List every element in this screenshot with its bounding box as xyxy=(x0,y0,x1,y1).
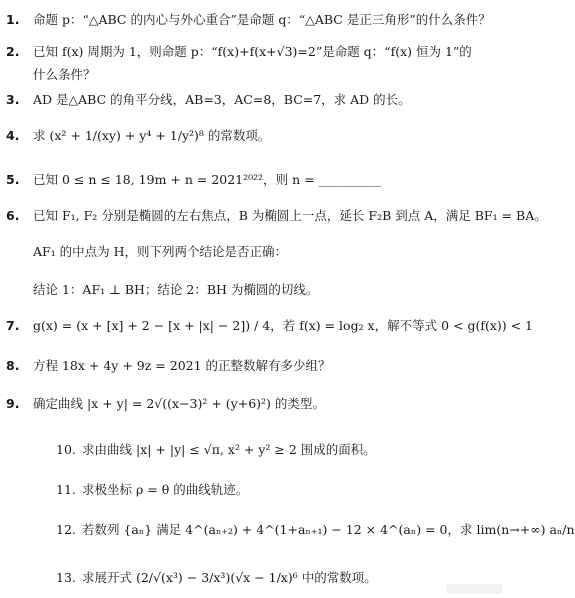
problem-number: 3. xyxy=(6,92,20,107)
problem-text: 若数列 {aₙ} 满足 4^(aₙ₊₂) + 4^(1+aₙ₊₁) − 12 × 4^(aₙ) = 0，求 lim(n→+∞) aₙ/n xyxy=(82,522,575,537)
watermark xyxy=(446,584,502,594)
problem-number: 10. xyxy=(56,442,76,457)
problem-text: 求极坐标 ρ = θ 的曲线轨迹。 xyxy=(82,482,249,497)
problem-text: 方程 18x + 4y + 9z = 2021 的正整数解有多少组？ xyxy=(33,358,331,373)
problem-text: 已知 f(x) 周期为 1，则命题 p：“f(x)+f(x+√3)=2”是命题 q：“f(x) 恒为 1”的 xyxy=(33,44,472,59)
problem-text: g(x) = (x + [x] + 2 − [x + |x| − 2]) / 4，若 f(x) = log₂ x，解不等式 0 < g(f(x)) < 1 xyxy=(33,318,534,333)
problem-text: 命题 p：“△ABC 的内心与外心重合”是命题 q：“△ABC 是正三角形”的什么条件？ xyxy=(33,12,491,27)
problem-number: 12. xyxy=(56,522,76,537)
problem-number: 13. xyxy=(56,570,76,585)
problem-text: 确定曲线 |x + y| = 2√((x−3)² + (y+6)²) 的类型。 xyxy=(33,396,325,411)
problem-text-continuation: 结论 1：AF₁ ⊥ BH；结论 2：BH 为椭圆的切线。 xyxy=(33,282,319,297)
problem-number: 8. xyxy=(6,358,20,373)
problem-text: 求由曲线 |x| + |y| ≤ √π, x² + y² ≥ 2 围成的面积。 xyxy=(82,442,376,457)
problem-text: 求展开式 (2/√(x³) − 3/x³)(√x − 1/x)⁶ 中的常数项。 xyxy=(82,570,377,585)
problem-number: 4. xyxy=(6,128,20,143)
problem-text-continuation: AF₁ 的中点为 H，则下列两个结论是否正确： xyxy=(33,244,288,259)
problem-text: 已知 F₁, F₂ 分别是椭圆的左右焦点，B 为椭圆上一点，延长 F₂B 到点 A，满足 BF₁ = BA。 xyxy=(33,208,547,223)
problem-text-continuation: 什么条件？ xyxy=(33,67,96,82)
problem-number: 9. xyxy=(6,396,20,411)
problem-text: 已知 0 ≤ n ≤ 18, 19m + n = 2021²⁰²²，则 n = __________ xyxy=(33,172,382,187)
problem-text: 求 (x² + 1/(xy) + y⁴ + 1/y²)⁸ 的常数项。 xyxy=(33,128,271,143)
problem-text: AD 是△ABC 的角平分线，AB=3，AC=8，BC=7，求 AD 的长。 xyxy=(33,92,411,107)
problem-number: 7. xyxy=(6,318,20,333)
problem-number: 1. xyxy=(6,12,20,27)
problem-number: 6. xyxy=(6,208,20,223)
problem-number: 2. xyxy=(6,44,20,59)
problem-number: 11. xyxy=(56,482,76,497)
problem-number: 5. xyxy=(6,172,20,187)
